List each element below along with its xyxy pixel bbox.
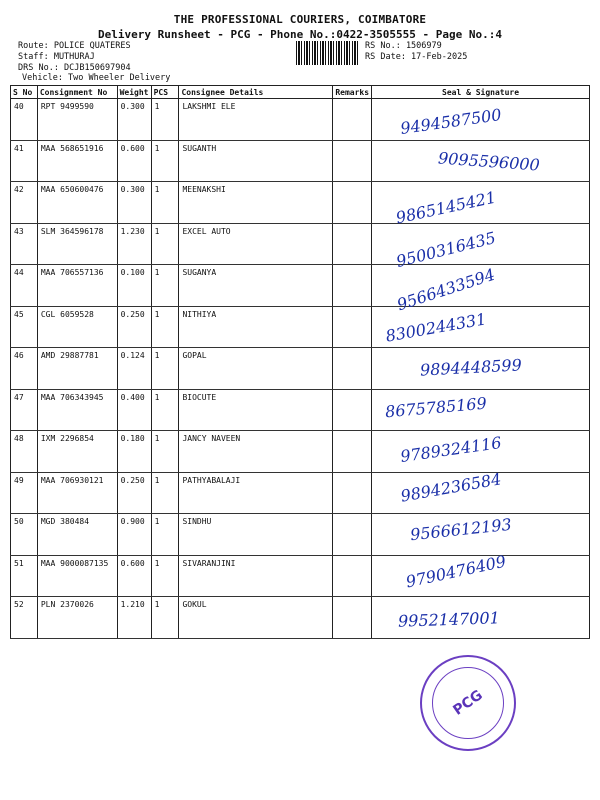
cell-remarks (333, 514, 372, 556)
cell-consignee: BIOCUTE (179, 389, 333, 431)
cell-consignment: MAA 706557136 (37, 265, 117, 307)
cell-remarks (333, 348, 372, 390)
cell-remarks (333, 472, 372, 514)
table-row (11, 472, 590, 514)
handwritten-phone: 9566612193 (409, 514, 513, 545)
handwritten-phone: 8675785169 (384, 393, 488, 422)
table-row (11, 306, 590, 348)
handwritten-phone: 9095596000 (437, 148, 541, 175)
cell-pcs: 1 (151, 99, 179, 141)
cell-weight: 1.230 (117, 223, 151, 265)
handwritten-phone: 9790476409 (404, 551, 508, 592)
cell-weight: 0.100 (117, 265, 151, 307)
table-header-row (11, 86, 590, 99)
handwritten-phone: 9952147001 (397, 608, 501, 631)
cell-remarks (333, 99, 372, 141)
cell-pcs: 1 (151, 265, 179, 307)
cell-weight: 0.300 (117, 99, 151, 141)
vehicle-label: Vehicle: Two Wheeler Delivery (22, 73, 171, 83)
barcode-icon (296, 41, 360, 65)
runsheet-subtitle: Delivery Runsheet - PCG - Phone No.:0422-3505555 - Page No.:4 (98, 28, 502, 41)
col-header-consignee: Consignee Details (179, 86, 333, 99)
route-label: Route: POLICE QUATERES (18, 41, 131, 51)
cell-weight: 0.250 (117, 472, 151, 514)
table-row (11, 223, 590, 265)
cell-sno: 47 (11, 389, 38, 431)
cell-pcs: 1 (151, 140, 179, 182)
cell-consignment: AMD 29887781 (37, 348, 117, 390)
stamp-text: PCG (450, 687, 486, 719)
cell-consignee: GOKUL (179, 597, 333, 639)
cell-weight: 0.600 (117, 140, 151, 182)
col-header-weight: Weight (117, 86, 151, 99)
handwritten-phone: 9500316435 (394, 227, 498, 272)
table-row (11, 265, 590, 307)
cell-pcs: 1 (151, 472, 179, 514)
cell-consignee: SINDHU (179, 514, 333, 556)
col-header-sno: S No (11, 86, 38, 99)
handwritten-phone: 9865145421 (394, 187, 498, 228)
cell-consignee: JANCY NAVEEN (179, 431, 333, 473)
cell-sno: 45 (11, 306, 38, 348)
cell-consignment: MAA 706343945 (37, 389, 117, 431)
cell-consignee: EXCEL AUTO (179, 223, 333, 265)
cell-sno: 43 (11, 223, 38, 265)
cell-remarks (333, 555, 372, 597)
cell-consignee: PATHYABALAJI (179, 472, 333, 514)
cell-sno: 42 (11, 182, 38, 224)
cell-consignee: SUGANTH (179, 140, 333, 182)
cell-pcs: 1 (151, 306, 179, 348)
table-row (11, 99, 590, 141)
cell-consignment: MAA 706930121 (37, 472, 117, 514)
handwritten-phone: 9894236584 (399, 469, 503, 506)
cell-weight: 0.900 (117, 514, 151, 556)
cell-remarks (333, 389, 372, 431)
cell-sno: 49 (11, 472, 38, 514)
cell-remarks (333, 597, 372, 639)
col-header-signature: Seal & Signature (372, 86, 590, 99)
handwritten-phone: 8300244331 (384, 309, 488, 346)
cell-consignment: SLM 364596178 (37, 223, 117, 265)
cell-consignee: LAKSHMI ELE (179, 99, 333, 141)
cell-weight: 0.180 (117, 431, 151, 473)
handwritten-phone: 9894448599 (419, 355, 523, 380)
cell-weight: 1.210 (117, 597, 151, 639)
pcg-stamp (420, 655, 516, 751)
cell-weight: 0.124 (117, 348, 151, 390)
cell-consignee: SUGANYA (179, 265, 333, 307)
cell-pcs: 1 (151, 431, 179, 473)
cell-sno: 52 (11, 597, 38, 639)
rs-no-label: RS No.: 1506979 (365, 41, 442, 51)
cell-consignment: MAA 650600476 (37, 182, 117, 224)
handwritten-phone: 9566433594 (394, 264, 498, 315)
cell-pcs: 1 (151, 223, 179, 265)
cell-consignee: MEENAKSHI (179, 182, 333, 224)
cell-remarks (333, 182, 372, 224)
cell-remarks (333, 140, 372, 182)
cell-remarks (333, 265, 372, 307)
cell-consignee: SIVARANJINI (179, 555, 333, 597)
cell-weight: 0.400 (117, 389, 151, 431)
company-title: THE PROFESSIONAL COURIERS, COIMBATORE (173, 13, 427, 26)
handwritten-phone: 9494587500 (399, 105, 503, 138)
cell-weight: 0.250 (117, 306, 151, 348)
cell-remarks (333, 306, 372, 348)
cell-pcs: 1 (151, 555, 179, 597)
cell-consignment: MGD 380484 (37, 514, 117, 556)
cell-consignment: RPT 9499590 (37, 99, 117, 141)
cell-pcs: 1 (151, 348, 179, 390)
col-header-consignment: Consignment No (37, 86, 117, 99)
cell-pcs: 1 (151, 514, 179, 556)
table-row (11, 389, 590, 431)
handwritten-phone: 9789324116 (399, 433, 503, 466)
cell-weight: 0.300 (117, 182, 151, 224)
cell-pcs: 1 (151, 389, 179, 431)
cell-pcs: 1 (151, 182, 179, 224)
cell-consignment: MAA 568651916 (37, 140, 117, 182)
cell-weight: 0.600 (117, 555, 151, 597)
col-header-remarks: Remarks (333, 86, 372, 99)
table-row (11, 597, 590, 639)
cell-pcs: 1 (151, 597, 179, 639)
cell-sno: 41 (11, 140, 38, 182)
cell-sno: 51 (11, 555, 38, 597)
cell-consignee: GOPAL (179, 348, 333, 390)
rs-date-label: RS Date: 17-Feb-2025 (365, 52, 468, 62)
cell-remarks (333, 431, 372, 473)
cell-consignment: MAA 9000087135 (37, 555, 117, 597)
cell-sno: 48 (11, 431, 38, 473)
col-header-pcs: PCS (151, 86, 179, 99)
cell-remarks (333, 223, 372, 265)
cell-consignee: NITHIYA (179, 306, 333, 348)
table-row (11, 182, 590, 224)
cell-sno: 40 (11, 99, 38, 141)
cell-sno: 46 (11, 348, 38, 390)
drs-label: DRS No.: DCJB150697904 (18, 63, 131, 73)
cell-consignment: PLN 2370026 (37, 597, 117, 639)
cell-consignment: IXM 2296854 (37, 431, 117, 473)
cell-sno: 44 (11, 265, 38, 307)
cell-sno: 50 (11, 514, 38, 556)
cell-consignment: CGL 6059528 (37, 306, 117, 348)
staff-label: Staff: MUTHURAJ (18, 52, 95, 62)
